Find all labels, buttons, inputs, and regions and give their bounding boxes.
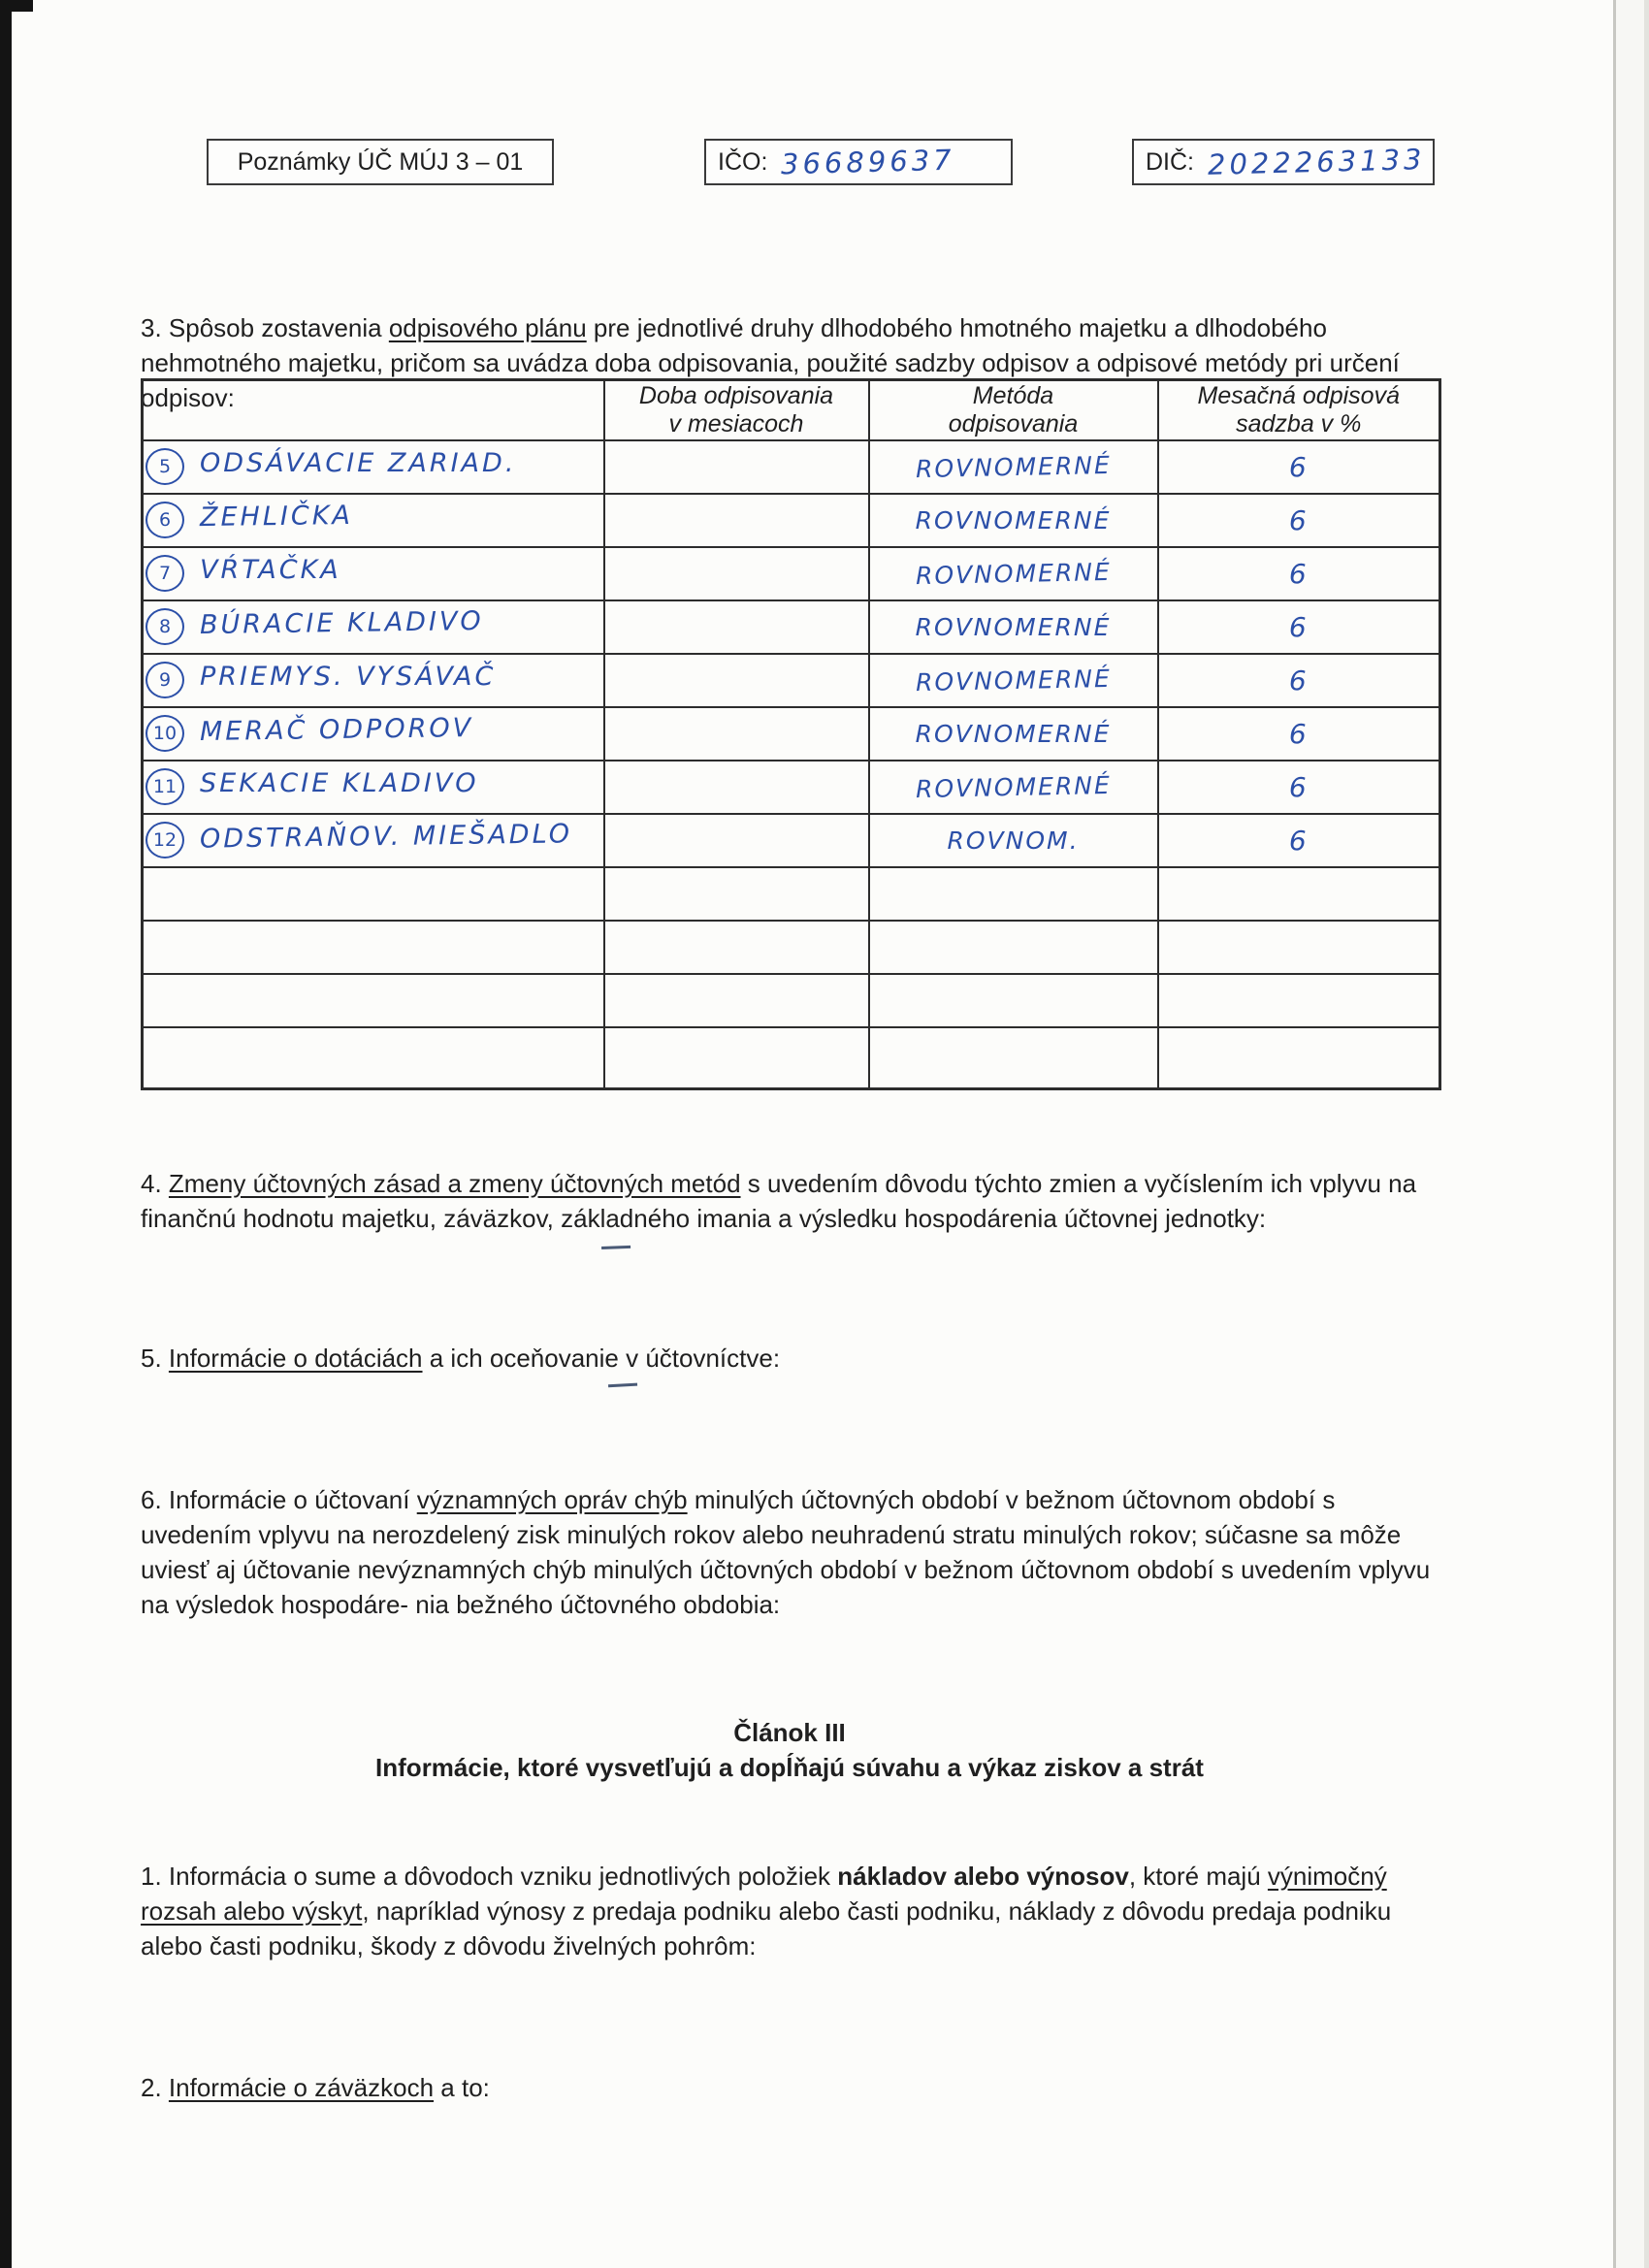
section-4-underlined: Zmeny účtovných zásad a zmeny účtovných metód <box>168 1169 741 1198</box>
row-number-circle: 7 <box>146 555 184 592</box>
rate-value: 6 <box>1288 610 1309 643</box>
asset-name: MERAČ ODPOROV <box>199 712 474 747</box>
section-3-underlined: odpisového plánu <box>388 313 587 342</box>
ico-value-handwritten: 36689637 <box>780 143 956 181</box>
article3-section-2-paragraph <box>141 2070 1445 2105</box>
section-5-lead: 5. <box>141 1344 169 1373</box>
ico-label: IČO: <box>718 147 768 176</box>
method-value: ROVNOMERNÉ <box>915 505 1112 535</box>
section-3-lead: 3. Spôsob zostavenia <box>141 313 389 342</box>
row-number-circle: 12 <box>146 822 184 859</box>
section-6-paragraph <box>141 1482 1445 1622</box>
table-empty-row <box>143 1027 1440 1089</box>
method-value: ROVNOMERNÉ <box>915 664 1112 697</box>
section-2-lead: 2. <box>141 2073 169 2102</box>
row-number-circle: 9 <box>146 662 184 698</box>
scan-right-edge <box>1644 0 1649 2268</box>
doba-cell <box>604 547 869 600</box>
section-1-mid: , ktoré majú <box>1128 1862 1268 1891</box>
section-1-lead: 1. Informácia o sume a dôvodoch vzniku jednotlivých položiek <box>141 1862 838 1891</box>
article-subtitle: Informácie, ktoré vysvetľujú a dopĺňajú súvahu a výkaz ziskov a strát <box>375 1753 1204 1782</box>
method-value: ROVNOMERNÉ <box>915 612 1112 641</box>
rate-value: 6 <box>1288 664 1309 697</box>
depreciation-table <box>141 378 1441 1090</box>
rate-value: 6 <box>1288 557 1309 590</box>
method-value: ROVNOMERNÉ <box>915 450 1112 483</box>
asset-name: ODSTRAŇOV. MIEŠADLO <box>199 818 573 855</box>
section-6-underlined: významných opráv chýb <box>416 1485 688 1514</box>
col-sadzba-header: Mesačná odpisová sadzba v % <box>1158 380 1440 440</box>
section-2-rest: a to: <box>434 2073 490 2102</box>
dic-box <box>1132 139 1435 185</box>
ico-box <box>704 139 1013 185</box>
section-5-underlined: Informácie o dotáciách <box>168 1344 423 1373</box>
asset-name: PRIEMYS. VYSÁVAČ <box>200 661 497 692</box>
doba-cell <box>604 494 869 547</box>
doba-cell <box>604 654 869 707</box>
article-title: Článok III <box>733 1718 846 1747</box>
scan-right-line <box>1613 0 1616 2268</box>
col-asset-header <box>143 380 604 440</box>
asset-name: ŽEHLIČKA <box>199 500 354 533</box>
section-1-rest: , napríklad výnosy z predaja podniku alebo časti podniku, náklady z dôvodu predaja podniku alebo časti podniku, škody z dôvodu živelných pohrôm: <box>141 1896 1392 1960</box>
asset-name: SEKACIE KLADIVO <box>200 767 479 798</box>
doba-cell <box>604 707 869 761</box>
method-value: ROVNOMERNÉ <box>915 770 1112 803</box>
row-number-circle: 8 <box>146 608 184 645</box>
col-doba-header: Doba odpisovania v mesiacoch <box>604 380 869 440</box>
rate-value: 6 <box>1288 770 1309 803</box>
dic-label: DIČ: <box>1146 147 1194 176</box>
method-value: ROVNOMERNÉ <box>915 557 1112 590</box>
table-row <box>143 761 1440 814</box>
handwritten-dash: — <box>607 1367 638 1401</box>
form-title: Poznámky ÚČ MÚJ 3 – 01 <box>237 147 524 176</box>
section-4-rest: s uvedením dôvodu týchto zmien a vyčíslením ich vplyvu na finančnú hodnotu majetku, záväzkov, základného imania a výsledku hospodárenia účtovnej jednotky: <box>141 1169 1417 1233</box>
table-header-row <box>143 380 1440 440</box>
article-heading <box>141 1715 1439 1785</box>
doba-cell <box>604 440 869 494</box>
row-number-circle: 6 <box>146 502 184 538</box>
asset-name: ODSÁVACIE ZARIAD. <box>200 447 517 478</box>
doba-cell <box>604 814 869 867</box>
scan-corner-mark <box>0 0 33 12</box>
rate-value: 6 <box>1288 503 1309 536</box>
doba-cell <box>604 600 869 654</box>
table-row <box>143 440 1440 494</box>
table-empty-row <box>143 974 1440 1027</box>
row-number-circle: 10 <box>146 715 184 752</box>
table-row <box>143 654 1440 707</box>
table-empty-row <box>143 867 1440 921</box>
form-title-box <box>207 139 554 185</box>
table-row <box>143 547 1440 600</box>
section-4-paragraph <box>141 1166 1445 1236</box>
section-6-rest: minulých účtovných období v bežnom účtovnom období s uvedením vplyvu na nerozdelený zisk minulých rokov alebo neuhradenú stratu minulých rokov; súčasne sa môže uviesť aj účtovanie nevýznamných chýb minulých účtovných období v bežnom účtovnom období s uvedením vplyvu na výsledok hospodáre- nia bežného účtovného obdobia: <box>141 1485 1431 1619</box>
method-value: ROVNOMERNÉ <box>915 719 1112 748</box>
method-value: ROVNOM. <box>947 826 1080 855</box>
handwritten-dash: — <box>600 1229 631 1263</box>
form-header <box>141 139 1439 189</box>
dic-value-handwritten: 2022263133 <box>1207 143 1426 181</box>
scan-left-edge <box>0 0 12 2268</box>
table-row <box>143 707 1440 761</box>
section-6-lead: 6. Informácie o účtovaní <box>141 1485 417 1514</box>
section-2-underlined: Informácie o záväzkoch <box>168 2073 435 2102</box>
section-4-lead: 4. <box>141 1169 169 1198</box>
section-5-rest: a ich oceňovanie v účtovníctve: <box>422 1344 781 1373</box>
section-3-rest: pre jednotlivé druhy dlhodobého hmotného majetku a dlhodobého nehmotného majetku, pričom sa uvádza doba odpisovania, použité sadzby odpisov a odpisové metódy pri určení odpisov: <box>141 313 1400 412</box>
section-1-bold: nákladov alebo výnosov <box>837 1862 1129 1891</box>
col-metoda-header: Metóda odpisovania <box>869 380 1158 440</box>
rate-value: 6 <box>1288 717 1309 750</box>
row-number-circle: 11 <box>146 768 184 805</box>
article3-section-1-paragraph <box>141 1859 1445 1963</box>
doba-cell <box>604 761 869 814</box>
table-row <box>143 600 1440 654</box>
asset-name: VŔTAČKA <box>200 554 341 585</box>
section-5-paragraph <box>141 1341 1445 1376</box>
asset-name: BÚRACIE KLADIVO <box>199 605 484 640</box>
section-1-underlined: výnimočný rozsah alebo výskyt <box>141 1862 1387 1926</box>
rate-value: 6 <box>1288 450 1309 483</box>
table-row <box>143 494 1440 547</box>
rate-value: 6 <box>1288 824 1309 857</box>
table-row <box>143 814 1440 867</box>
table-empty-row <box>143 921 1440 974</box>
row-number-circle: 5 <box>146 448 184 485</box>
